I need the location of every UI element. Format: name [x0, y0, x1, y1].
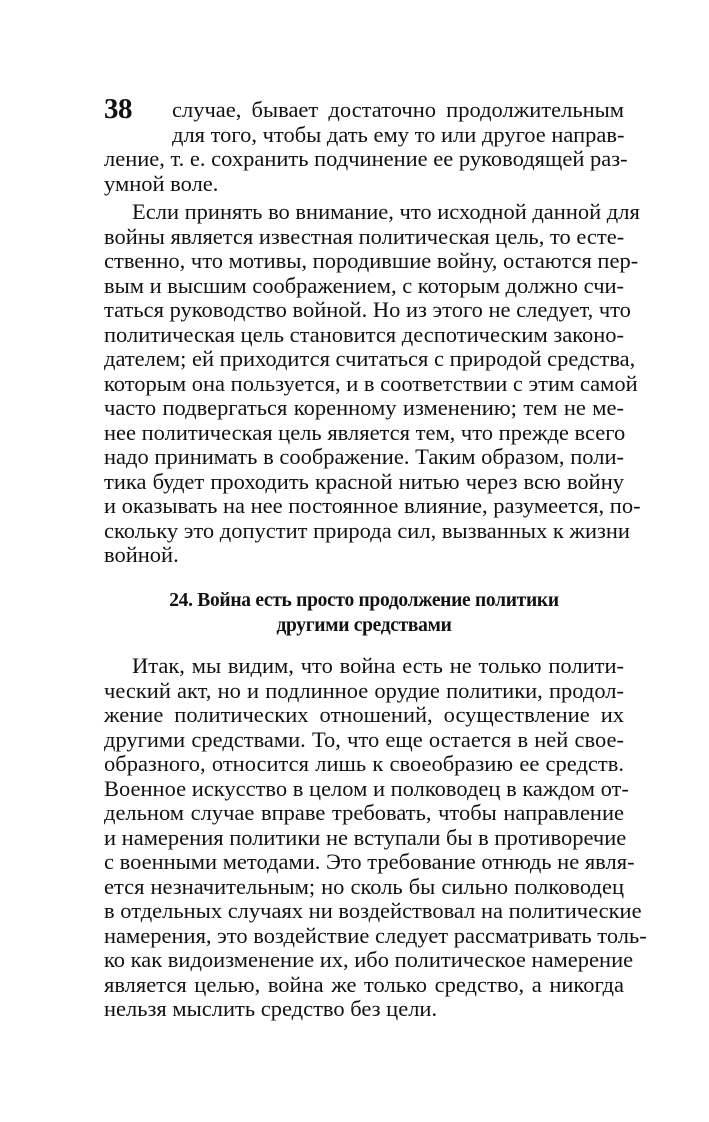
text-line: скольку это допустит природа сил, вызванных к жизни — [104, 517, 630, 543]
text-line: ческий акт, но и подлинное орудие политики, продол- — [104, 677, 624, 703]
text-line: Военное искусство в целом и полководец в каждом от- — [104, 775, 629, 801]
text-line: войной. — [104, 542, 179, 567]
text-line: другими средствами. То, что еще остается в ней свое- — [104, 726, 624, 752]
text-line: ление, т. е. сохранить подчинение ее руководящей раз- — [104, 146, 628, 171]
text-line: Итак, мы видим, что война есть не только полити- — [132, 653, 624, 678]
text-line: для того, чтобы дать ему то или другое направ- — [172, 121, 625, 147]
page-number: 38 — [104, 93, 132, 125]
text-line: нельзя мыслить средство без цели. — [104, 996, 438, 1021]
text-line: войны является известная политическая цель, то есте- — [104, 223, 625, 249]
text-line: вым и высшим соображением, с которым должно счи- — [104, 272, 625, 298]
heading-line: другими средствами — [276, 615, 452, 636]
text-line: ется незначительным; но сколь бы сильно полководец — [104, 873, 624, 899]
text-line: надо принимать в соображение. Таким образом, поли- — [104, 444, 624, 469]
text-line: случае, бывает достаточно продолжительным — [172, 97, 624, 122]
text-line: намерения, это воздействие следует рассматривать толь- — [104, 922, 647, 948]
text-line: ко как видоизменение их, ибо политическое намерение — [104, 947, 634, 972]
paragraph-continuation — [104, 97, 628, 196]
text-line: с военными методами. Это требование отнюдь не явля- — [104, 849, 635, 874]
heading-line: 24. Война есть просто продолжение политики — [169, 590, 559, 611]
text-line: умной воле. — [104, 170, 219, 196]
text-line: таться руководство войной. Но из этого не следует, что — [104, 297, 631, 322]
paragraph-war-as-instrument — [104, 653, 647, 1022]
paragraph-political-aim — [104, 199, 641, 568]
text-line: часто подвергаться коренному изменению; тем не ме- — [104, 395, 624, 420]
text-line: тика будет проходить красной нитью через всю войну — [104, 468, 624, 494]
text-line: является целью, война же только средство, а никогда — [104, 971, 624, 997]
text-line: ственно, что мотивы, породившие войну, остаются пер- — [104, 248, 639, 273]
text-line: и оказывать на нее постоянное влияние, разумеется, по- — [104, 493, 641, 518]
text-line: жение политических отношений, осуществление их — [104, 702, 624, 727]
text-line: нее политическая цель является тем, что прежде всего — [104, 419, 626, 445]
text-line: Если принять во внимание, что исходной данной для — [132, 199, 640, 224]
text-line: и намерения политики не вступали бы в противоречие — [104, 824, 627, 850]
section-heading — [104, 588, 624, 638]
text-line: дателем; ей приходится считаться с природой средства, — [104, 346, 636, 371]
text-line: которым она пользуется, и в соответствии с этим самой — [104, 370, 638, 396]
text-line: дельном случае вправе требовать, чтобы направление — [104, 800, 624, 825]
text-line: политическая цель становится деспотическим законо- — [104, 321, 625, 347]
text-line: в отдельных случаях ни воздействовал на политические — [104, 898, 642, 923]
text-line: образного, относится лишь к своеобразию ее средств. — [104, 751, 624, 776]
